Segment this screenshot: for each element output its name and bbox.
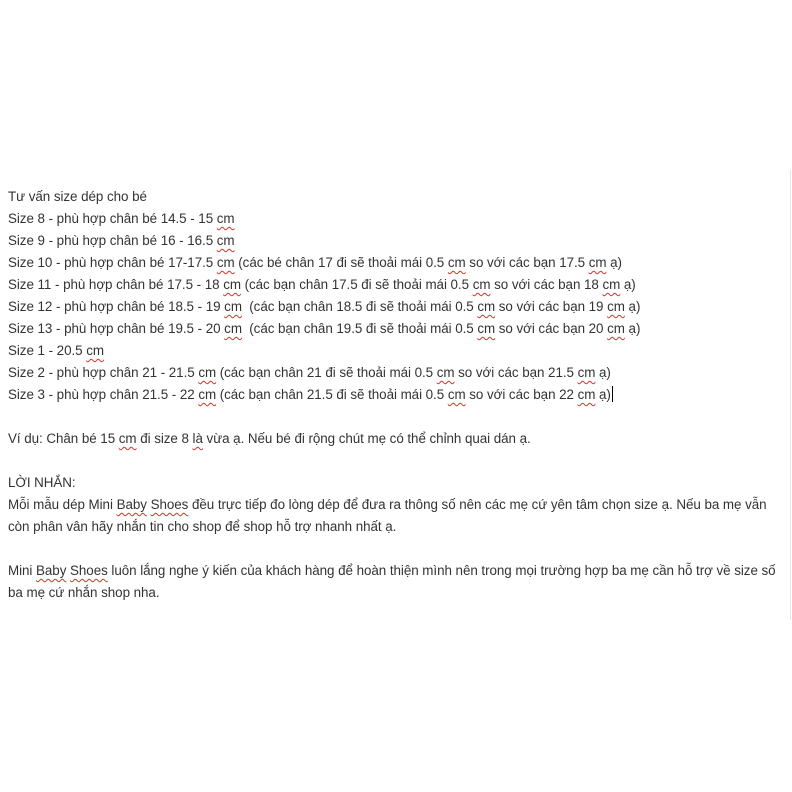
doc-title: Tư vấn size dép cho bé xyxy=(8,189,147,204)
blank-line xyxy=(8,406,788,428)
size-line-1: Size 1 - 20.5 cm xyxy=(8,343,104,358)
note-heading: LỜI NHẮN: xyxy=(8,475,76,490)
example-line: Ví dụ: Chân bé 15 cm đi size 8 là vừa ạ. Nếu bé đi rộng chút mẹ có thể chỉnh quai dán ạ. xyxy=(8,431,531,446)
size-line-8: Size 8 - phù hợp chân bé 14.5 - 15 cm xyxy=(8,211,235,226)
size-line-10: Size 10 - phù hợp chân bé 17-17.5 cm (các bé chân 17 đi sẽ thoải mái 0.5 cm so với các bạn 17.5 cm ạ) xyxy=(8,255,622,270)
text-editor-content[interactable] xyxy=(8,186,788,604)
blank-line xyxy=(8,450,788,472)
text-caret xyxy=(612,386,613,402)
size-line-13: Size 13 - phù hợp chân bé 19.5 - 20 cm (các bạn chân 19.5 đi sẽ thoải mái 0.5 cm so với các bạn 20 cm ạ) xyxy=(8,321,641,336)
blank-line xyxy=(8,538,788,560)
size-line-11: Size 11 - phù hợp chân bé 17.5 - 18 cm (các bạn chân 17.5 đi sẽ thoải mái 0.5 cm so với các bạn 18 cm ạ) xyxy=(8,277,636,292)
note-paragraph-2: Mini Baby Shoes luôn lắng nghe ý kiến của khách hàng để hoàn thiện mình nên trong mọi trường hợp ba mẹ cần hỗ trợ về size số ba mẹ cứ nhắn shop nha. xyxy=(8,563,776,600)
size-line-9: Size 9 - phù hợp chân bé 16 - 16.5 cm xyxy=(8,233,235,248)
size-line-3: Size 3 - phù hợp chân 21.5 - 22 cm (các bạn chân 21.5 đi sẽ thoải mái 0.5 cm so với các bạn 22 cm ạ) xyxy=(8,387,611,402)
size-line-12: Size 12 - phù hợp chân bé 18.5 - 19 cm (các bạn chân 18.5 đi sẽ thoải mái 0.5 cm so với các bạn 19 cm ạ) xyxy=(8,299,641,314)
size-line-2: Size 2 - phù hợp chân 21 - 21.5 cm (các bạn chân 21 đi sẽ thoải mái 0.5 cm so với các bạn 21.5 cm ạ) xyxy=(8,365,611,380)
note-paragraph-1: Mỗi mẫu dép Mini Baby Shoes đều trực tiếp đo lòng dép để đưa ra thông số nên các mẹ cứ yên tâm chọn size ạ. Nếu ba mẹ vẫn còn phân vân hãy nhắn tin cho shop để shop hỗ trợ nhanh nhất ạ. xyxy=(8,497,767,534)
size-list xyxy=(8,208,788,406)
